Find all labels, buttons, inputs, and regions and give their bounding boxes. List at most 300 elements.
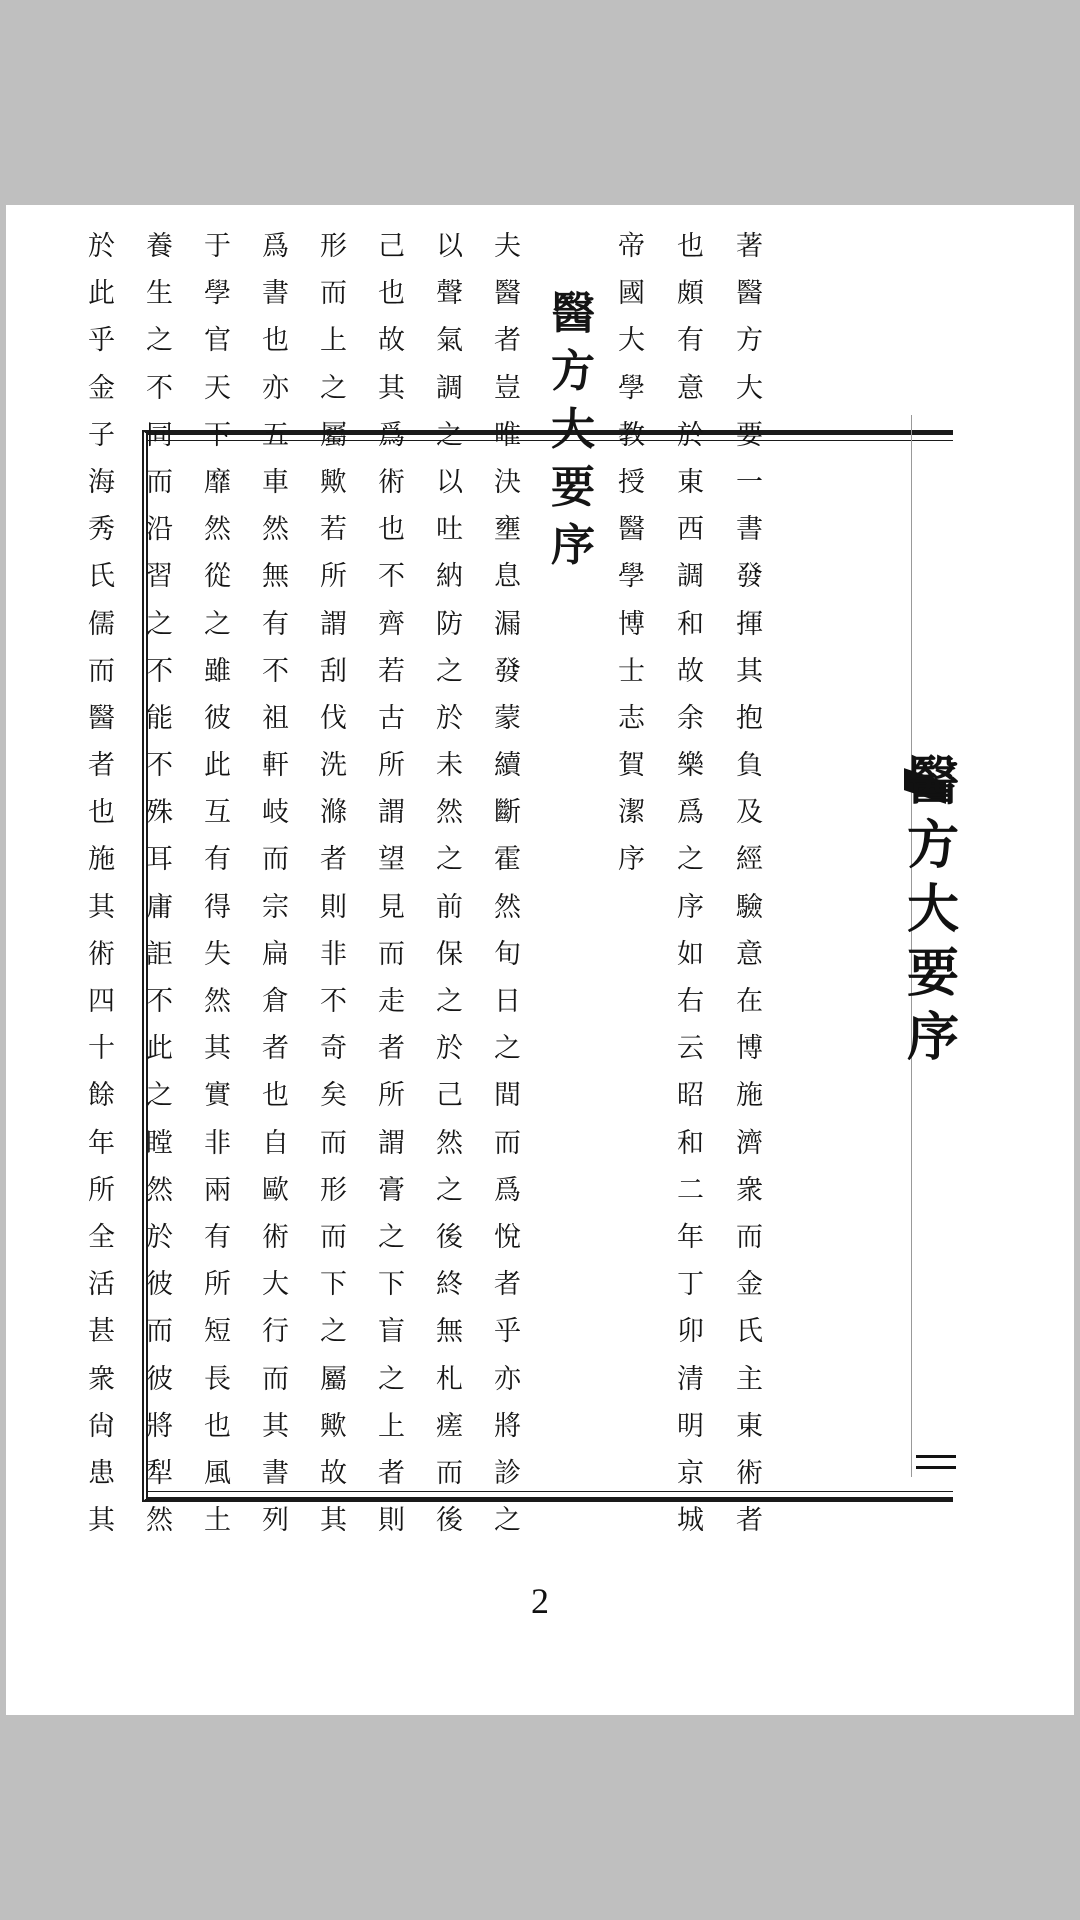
glyph: 齊 <box>378 608 405 640</box>
text-column-5 <box>436 223 463 1544</box>
glyph: 有 <box>262 608 289 640</box>
glyph: 滌 <box>320 797 347 829</box>
glyph: 有 <box>204 1221 231 1253</box>
glyph: 于 <box>204 231 231 262</box>
text-column-3 <box>618 223 645 884</box>
glyph: 醫 <box>494 278 521 310</box>
glyph: 也 <box>88 797 115 829</box>
glyph: 蒙 <box>494 702 521 734</box>
glyph: 城 <box>677 1505 704 1537</box>
glyph: 則 <box>378 1505 405 1537</box>
glyph: 上 <box>320 325 347 357</box>
glyph: 互 <box>204 797 231 829</box>
glyph: 如 <box>677 938 704 970</box>
glyph: 學 <box>618 561 645 593</box>
glyph: 漏 <box>494 608 521 640</box>
glyph: 此 <box>88 278 115 310</box>
glyph: 非 <box>320 938 347 970</box>
glyph: 則 <box>320 891 347 923</box>
glyph: 實 <box>204 1080 231 1112</box>
glyph: 養 <box>146 231 173 262</box>
glyph: 此 <box>146 1033 173 1065</box>
text-column-8 <box>262 223 289 1544</box>
glyph: 日 <box>494 986 521 1017</box>
glyph: 大 <box>262 1269 289 1301</box>
glyph: 清 <box>677 1363 704 1395</box>
margin-folio-mark <box>916 1455 956 1469</box>
glyph: 方 <box>906 815 959 876</box>
glyph: 生 <box>146 278 173 310</box>
glyph: 而 <box>88 655 115 687</box>
glyph: 上 <box>378 1410 405 1442</box>
glyph: 豈 <box>494 372 521 404</box>
glyph: 書 <box>262 278 289 310</box>
glyph: 乎 <box>88 325 115 357</box>
glyph: 尙 <box>88 1410 115 1442</box>
glyph: 軒 <box>262 750 289 782</box>
glyph: 而 <box>320 1127 347 1159</box>
glyph: 而 <box>320 278 347 310</box>
glyph: 岐 <box>262 797 289 829</box>
glyph: 金 <box>736 1269 763 1301</box>
glyph: 宗 <box>262 891 289 923</box>
glyph: 未 <box>436 750 463 782</box>
glyph: 膏 <box>378 1174 405 1206</box>
glyph: 於 <box>436 1033 463 1065</box>
glyph: 保 <box>436 938 463 970</box>
text-column-7 <box>320 223 347 1544</box>
glyph: 然 <box>436 797 463 829</box>
glyph: 金 <box>88 372 115 404</box>
glyph: 彼 <box>146 1363 173 1395</box>
glyph: 扁 <box>262 938 289 970</box>
glyph: 無 <box>436 1316 463 1348</box>
glyph: 而 <box>494 1127 521 1159</box>
glyph: 詎 <box>146 938 173 970</box>
glyph: 爲 <box>262 231 289 262</box>
glyph: 之 <box>436 655 463 687</box>
glyph: 下 <box>378 1269 405 1301</box>
glyph: 納 <box>436 561 463 593</box>
glyph: 於 <box>436 702 463 734</box>
glyph: 授 <box>618 466 645 498</box>
glyph: 海 <box>88 466 115 498</box>
glyph: 氏 <box>88 561 115 593</box>
glyph: 謂 <box>378 797 405 829</box>
glyph: 斷 <box>494 797 521 829</box>
glyph: 診 <box>494 1457 521 1489</box>
glyph: 其 <box>320 1505 347 1537</box>
glyph: 博 <box>618 608 645 640</box>
document-page <box>6 205 1074 1715</box>
glyph: 之 <box>378 1221 405 1253</box>
glyph: 爲 <box>378 419 405 451</box>
glyph: 亦 <box>494 1363 521 1395</box>
glyph: 將 <box>146 1410 173 1442</box>
glyph: 術 <box>262 1221 289 1253</box>
glyph: 沿 <box>146 514 173 546</box>
glyph: 及 <box>736 797 763 829</box>
glyph: 然 <box>204 514 231 546</box>
glyph: 右 <box>677 986 704 1017</box>
glyph: 列 <box>262 1505 289 1537</box>
glyph: 官 <box>204 325 231 357</box>
glyph: 東 <box>677 466 704 498</box>
glyph: 也 <box>378 514 405 546</box>
glyph: 走 <box>378 986 405 1017</box>
glyph: 發 <box>736 561 763 593</box>
glyph: 著 <box>736 231 763 262</box>
glyph: 靡 <box>204 466 231 498</box>
glyph: 東 <box>736 1410 763 1442</box>
text-column-10 <box>146 223 173 1544</box>
glyph: 然 <box>436 1127 463 1159</box>
glyph: 非 <box>204 1127 231 1159</box>
glyph: 施 <box>736 1080 763 1112</box>
glyph: 所 <box>320 561 347 593</box>
glyph: 所 <box>378 1080 405 1112</box>
glyph: 防 <box>436 608 463 640</box>
glyph: 聲 <box>436 278 463 310</box>
glyph: 術 <box>378 466 405 498</box>
glyph: 西 <box>677 514 704 546</box>
glyph: 間 <box>494 1080 521 1112</box>
glyph: 從 <box>204 561 231 593</box>
glyph: 之 <box>436 844 463 876</box>
glyph: 大 <box>551 404 595 455</box>
glyph: 而 <box>262 1363 289 1395</box>
glyph: 其 <box>88 1505 115 1537</box>
glyph: 歟 <box>320 1410 347 1442</box>
glyph: 序 <box>618 844 645 876</box>
glyph: 年 <box>88 1127 115 1159</box>
glyph: 秀 <box>88 514 115 546</box>
glyph: 己 <box>436 1080 463 1112</box>
glyph: 其 <box>736 655 763 687</box>
glyph: 悅 <box>494 1221 521 1253</box>
glyph: 風 <box>204 1457 231 1489</box>
glyph: 士 <box>618 655 645 687</box>
glyph: 殊 <box>146 797 173 829</box>
glyph: 失 <box>204 938 231 970</box>
glyph: 不 <box>378 561 405 593</box>
glyph: 此 <box>204 750 231 782</box>
glyph: 然 <box>262 514 289 546</box>
glyph: 札 <box>436 1363 463 1395</box>
glyph: 學 <box>204 278 231 310</box>
glyph: 子 <box>88 419 115 451</box>
glyph: 不 <box>146 986 173 1017</box>
text-column-4 <box>494 223 521 1544</box>
glyph: 博 <box>736 1033 763 1065</box>
glyph: 旬 <box>494 938 521 970</box>
glyph: 甚 <box>88 1316 115 1348</box>
glyph: 謂 <box>320 608 347 640</box>
glyph: 樂 <box>677 750 704 782</box>
glyph: 瞠 <box>146 1127 173 1159</box>
glyph: 余 <box>677 702 704 734</box>
glyph: 氣 <box>436 325 463 357</box>
glyph: 矣 <box>320 1080 347 1112</box>
glyph: 短 <box>204 1316 231 1348</box>
glyph: 經 <box>736 844 763 876</box>
glyph: 形 <box>320 231 347 262</box>
glyph: 之 <box>436 986 463 1017</box>
glyph: 故 <box>320 1457 347 1489</box>
glyph: 之 <box>677 844 704 876</box>
glyph: 也 <box>262 1080 289 1112</box>
glyph: 志 <box>618 702 645 734</box>
glyph: 醫 <box>618 514 645 546</box>
glyph: 之 <box>320 372 347 404</box>
glyph: 醫 <box>736 278 763 310</box>
glyph: 而 <box>436 1457 463 1489</box>
glyph: 儒 <box>88 608 115 640</box>
glyph: 下 <box>204 419 231 451</box>
glyph: 後 <box>436 1221 463 1253</box>
glyph: 瘥 <box>436 1410 463 1442</box>
glyph: 爲 <box>677 797 704 829</box>
glyph: 一 <box>736 466 763 498</box>
glyph: 四 <box>88 986 115 1017</box>
glyph: 夫 <box>494 231 521 262</box>
glyph: 京 <box>677 1457 704 1489</box>
glyph: 息 <box>494 561 521 593</box>
text-column-1 <box>736 223 763 1544</box>
glyph: 書 <box>262 1457 289 1489</box>
text-column-9 <box>204 223 231 1544</box>
glyph: 也 <box>378 278 405 310</box>
glyph: 以 <box>436 466 463 498</box>
glyph: 若 <box>320 514 347 546</box>
glyph: 揮 <box>736 608 763 640</box>
glyph: 然 <box>204 986 231 1017</box>
glyph: 望 <box>378 844 405 876</box>
glyph: 彼 <box>204 702 231 734</box>
glyph: 者 <box>494 325 521 357</box>
glyph: 云 <box>677 1033 704 1065</box>
glyph: 衆 <box>736 1174 763 1206</box>
page-number: 2 <box>531 1581 549 1621</box>
glyph: 發 <box>494 655 521 687</box>
glyph: 終 <box>436 1269 463 1301</box>
glyph: 頗 <box>677 278 704 310</box>
glyph: 主 <box>736 1363 763 1395</box>
glyph: 後 <box>436 1505 463 1537</box>
glyph: 之 <box>494 1033 521 1065</box>
glyph: 年 <box>677 1221 704 1253</box>
glyph: 者 <box>320 844 347 876</box>
glyph: 不 <box>146 655 173 687</box>
glyph: 洗 <box>320 750 347 782</box>
glyph: 序 <box>677 891 704 923</box>
glyph: 不 <box>320 986 347 1017</box>
glyph: 而 <box>146 466 173 498</box>
glyph: 倉 <box>262 986 289 1017</box>
glyph: 壅 <box>494 514 521 546</box>
glyph: 十 <box>88 1033 115 1065</box>
glyph: 其 <box>262 1410 289 1442</box>
glyph: 序 <box>551 520 595 571</box>
glyph: 術 <box>88 938 115 970</box>
glyph: 氏 <box>736 1316 763 1348</box>
glyph: 序 <box>906 1007 959 1068</box>
glyph: 患 <box>88 1457 115 1489</box>
glyph: 爲 <box>494 1174 521 1206</box>
glyph: 術 <box>736 1457 763 1489</box>
glyph: 歟 <box>320 466 347 498</box>
glyph: 方 <box>551 346 595 397</box>
glyph: 者 <box>494 1269 521 1301</box>
glyph: 意 <box>677 372 704 404</box>
glyph: 古 <box>378 702 405 734</box>
glyph: 之 <box>146 1080 173 1112</box>
glyph: 車 <box>262 466 289 498</box>
glyph: 二 <box>677 1174 704 1206</box>
glyph: 天 <box>204 372 231 404</box>
glyph: 得 <box>204 891 231 923</box>
glyph: 將 <box>494 1410 521 1442</box>
glyph: 之 <box>436 419 463 451</box>
glyph: 有 <box>204 844 231 876</box>
glyph: 也 <box>262 325 289 357</box>
glyph: 衆 <box>88 1363 115 1395</box>
glyph: 自 <box>262 1127 289 1159</box>
glyph: 長 <box>204 1363 231 1395</box>
glyph: 而 <box>146 1316 173 1348</box>
glyph: 方 <box>736 325 763 357</box>
glyph: 土 <box>204 1505 231 1537</box>
glyph: 其 <box>88 891 115 923</box>
glyph: 國 <box>618 278 645 310</box>
glyph: 調 <box>677 561 704 593</box>
glyph: 有 <box>677 325 704 357</box>
glyph: 大 <box>736 372 763 404</box>
glyph: 大 <box>618 325 645 357</box>
glyph: 屬 <box>320 1363 347 1395</box>
glyph: 和 <box>677 608 704 640</box>
glyph: 丁 <box>677 1269 704 1301</box>
glyph: 續 <box>494 750 521 782</box>
glyph: 故 <box>378 325 405 357</box>
glyph: 而 <box>262 844 289 876</box>
glyph: 所 <box>378 750 405 782</box>
glyph: 活 <box>88 1269 115 1301</box>
glyph: 帝 <box>618 231 645 262</box>
glyph: 不 <box>262 655 289 687</box>
glyph: 形 <box>320 1174 347 1206</box>
glyph: 然 <box>146 1174 173 1206</box>
glyph: 明 <box>677 1410 704 1442</box>
glyph: 卯 <box>677 1316 704 1348</box>
glyph: 也 <box>204 1410 231 1442</box>
glyph: 驗 <box>736 891 763 923</box>
glyph: 要 <box>906 943 959 1004</box>
glyph: 若 <box>378 655 405 687</box>
glyph: 故 <box>677 655 704 687</box>
glyph: 以 <box>436 231 463 262</box>
glyph: 之 <box>494 1505 521 1537</box>
text-column-11 <box>88 223 115 1544</box>
glyph: 醫 <box>88 702 115 734</box>
glyph: 祖 <box>262 702 289 734</box>
glyph: 而 <box>320 1221 347 1253</box>
glyph: 歐 <box>262 1174 289 1206</box>
glyph: 之 <box>320 1316 347 1348</box>
glyph: 於 <box>677 419 704 451</box>
glyph: 者 <box>88 750 115 782</box>
glyph: 無 <box>262 561 289 593</box>
glyph: 抱 <box>736 702 763 734</box>
glyph: 教 <box>618 419 645 451</box>
glyph: 在 <box>736 986 763 1017</box>
glyph: 彼 <box>146 1269 173 1301</box>
glyph: 亦 <box>262 372 289 404</box>
glyph: 醫 <box>906 751 959 812</box>
glyph: 伐 <box>320 702 347 734</box>
glyph: 潔 <box>618 797 645 829</box>
margin-title <box>904 750 962 1070</box>
glyph: 學 <box>618 372 645 404</box>
glyph: 調 <box>436 372 463 404</box>
glyph: 者 <box>262 1033 289 1065</box>
glyph: 而 <box>378 938 405 970</box>
preface-heading <box>551 285 595 575</box>
glyph: 全 <box>88 1221 115 1253</box>
glyph: 決 <box>494 466 521 498</box>
glyph: 所 <box>204 1269 231 1301</box>
glyph: 於 <box>146 1221 173 1253</box>
glyph: 之 <box>204 608 231 640</box>
glyph: 同 <box>146 419 173 451</box>
text-column-6 <box>378 223 405 1544</box>
glyph: 唯 <box>494 419 521 451</box>
glyph: 書 <box>736 514 763 546</box>
glyph: 之 <box>378 1363 405 1395</box>
glyph: 所 <box>88 1174 115 1206</box>
glyph: 兩 <box>204 1174 231 1206</box>
glyph: 習 <box>146 561 173 593</box>
glyph: 見 <box>378 891 405 923</box>
glyph: 醫 <box>551 288 595 339</box>
glyph: 謂 <box>378 1127 405 1159</box>
glyph: 奇 <box>320 1033 347 1065</box>
glyph: 餘 <box>88 1080 115 1112</box>
glyph: 之 <box>146 608 173 640</box>
glyph: 然 <box>494 891 521 923</box>
glyph: 其 <box>204 1033 231 1065</box>
glyph: 要 <box>551 462 595 513</box>
text-column-2 <box>677 223 704 1544</box>
glyph: 不 <box>146 750 173 782</box>
glyph: 大 <box>906 879 959 940</box>
glyph: 屬 <box>320 419 347 451</box>
glyph: 然 <box>146 1505 173 1537</box>
glyph: 五 <box>262 419 289 451</box>
glyph: 其 <box>378 372 405 404</box>
glyph: 不 <box>146 372 173 404</box>
glyph: 之 <box>436 1174 463 1206</box>
glyph: 要 <box>736 419 763 451</box>
glyph: 濟 <box>736 1127 763 1159</box>
glyph: 行 <box>262 1316 289 1348</box>
glyph: 之 <box>146 325 173 357</box>
glyph: 賀 <box>618 750 645 782</box>
glyph: 下 <box>320 1269 347 1301</box>
glyph: 犁 <box>146 1457 173 1489</box>
glyph: 而 <box>736 1221 763 1253</box>
glyph: 者 <box>378 1457 405 1489</box>
